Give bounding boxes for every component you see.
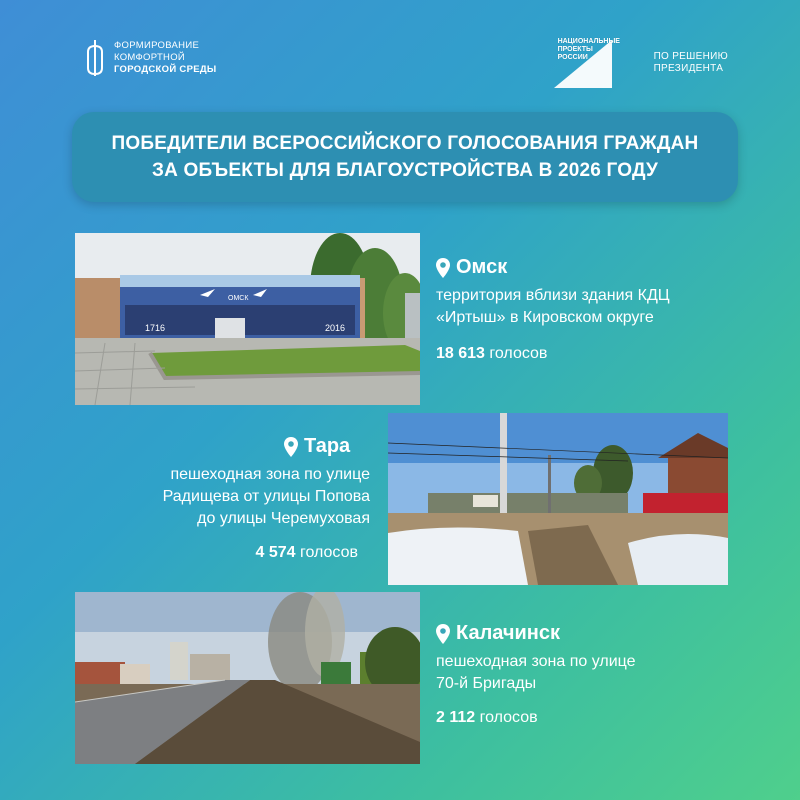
title-line2: ЗА ОБЪЕКТЫ ДЛЯ БЛАГОУСТРОЙСТВА В 2026 ГОДУ (152, 160, 658, 181)
location-pin-icon (284, 437, 298, 457)
location-pin-icon (436, 624, 450, 644)
project-desc-line2: Радищева от улицы Попова (162, 488, 370, 505)
city-name: Омск (456, 256, 508, 278)
project-desc-line1: территория вблизи здания КДЦ (436, 287, 670, 304)
photo-tara (388, 413, 728, 585)
project-desc-line1: пешеходная зона по улице (436, 653, 636, 670)
kgs-logo-line2: КОМФОРТНОЙ (114, 52, 186, 63)
photo-kalachinsk (75, 592, 420, 764)
president-line2: ПРЕЗИДЕНТА (653, 63, 724, 74)
title-line1: ПОБЕДИТЕЛИ ВСЕРОССИЙСКОГО ГОЛОСОВАНИЯ ГРАЖДАН (111, 133, 699, 154)
winner-omsk (436, 256, 670, 363)
kgs-logo (84, 38, 217, 78)
omsk-year-left: 1716 (145, 323, 166, 333)
votes-count: 4 574 (255, 544, 296, 561)
location-pin-icon (436, 258, 450, 278)
city-name: Калачинск (456, 622, 561, 644)
kgs-logo-line1: ФОРМИРОВАНИЕ (114, 40, 200, 51)
city-name: Тара (304, 435, 351, 457)
np-line3: РОССИИ (557, 54, 588, 61)
votes-label: голосов (299, 544, 358, 561)
photo-omsk (75, 233, 420, 405)
kgs-logo-icon (84, 38, 106, 78)
title-banner (72, 112, 738, 202)
national-projects-logo (554, 36, 728, 90)
winner-kalachinsk (436, 622, 636, 727)
project-desc-line1: пешеходная зона по улице (170, 466, 370, 483)
project-desc-line3: до улицы Черемуховая (197, 510, 370, 527)
np-line2: ПРОЕКТЫ (557, 46, 593, 53)
winner-tara (163, 435, 370, 562)
president-line1: ПО РЕШЕНИЮ (653, 51, 728, 62)
votes-count: 2 112 (436, 709, 476, 726)
kgs-logo-line3: ГОРОДСКОЙ СРЕДЫ (114, 64, 217, 75)
project-desc-line2: 70-й Бригады (436, 675, 537, 692)
votes-label: голосов (489, 345, 548, 362)
project-desc-line2: «Иртыш» в Кировском округе (436, 309, 654, 326)
votes-count: 18 613 (436, 345, 485, 362)
votes-label: голосов (479, 709, 538, 726)
omsk-year-right: 2016 (325, 323, 346, 333)
page-title (112, 130, 699, 184)
omsk-sign: ОМСК (228, 295, 249, 302)
np-line1: НАЦИОНАЛЬНЫЕ (557, 38, 620, 45)
